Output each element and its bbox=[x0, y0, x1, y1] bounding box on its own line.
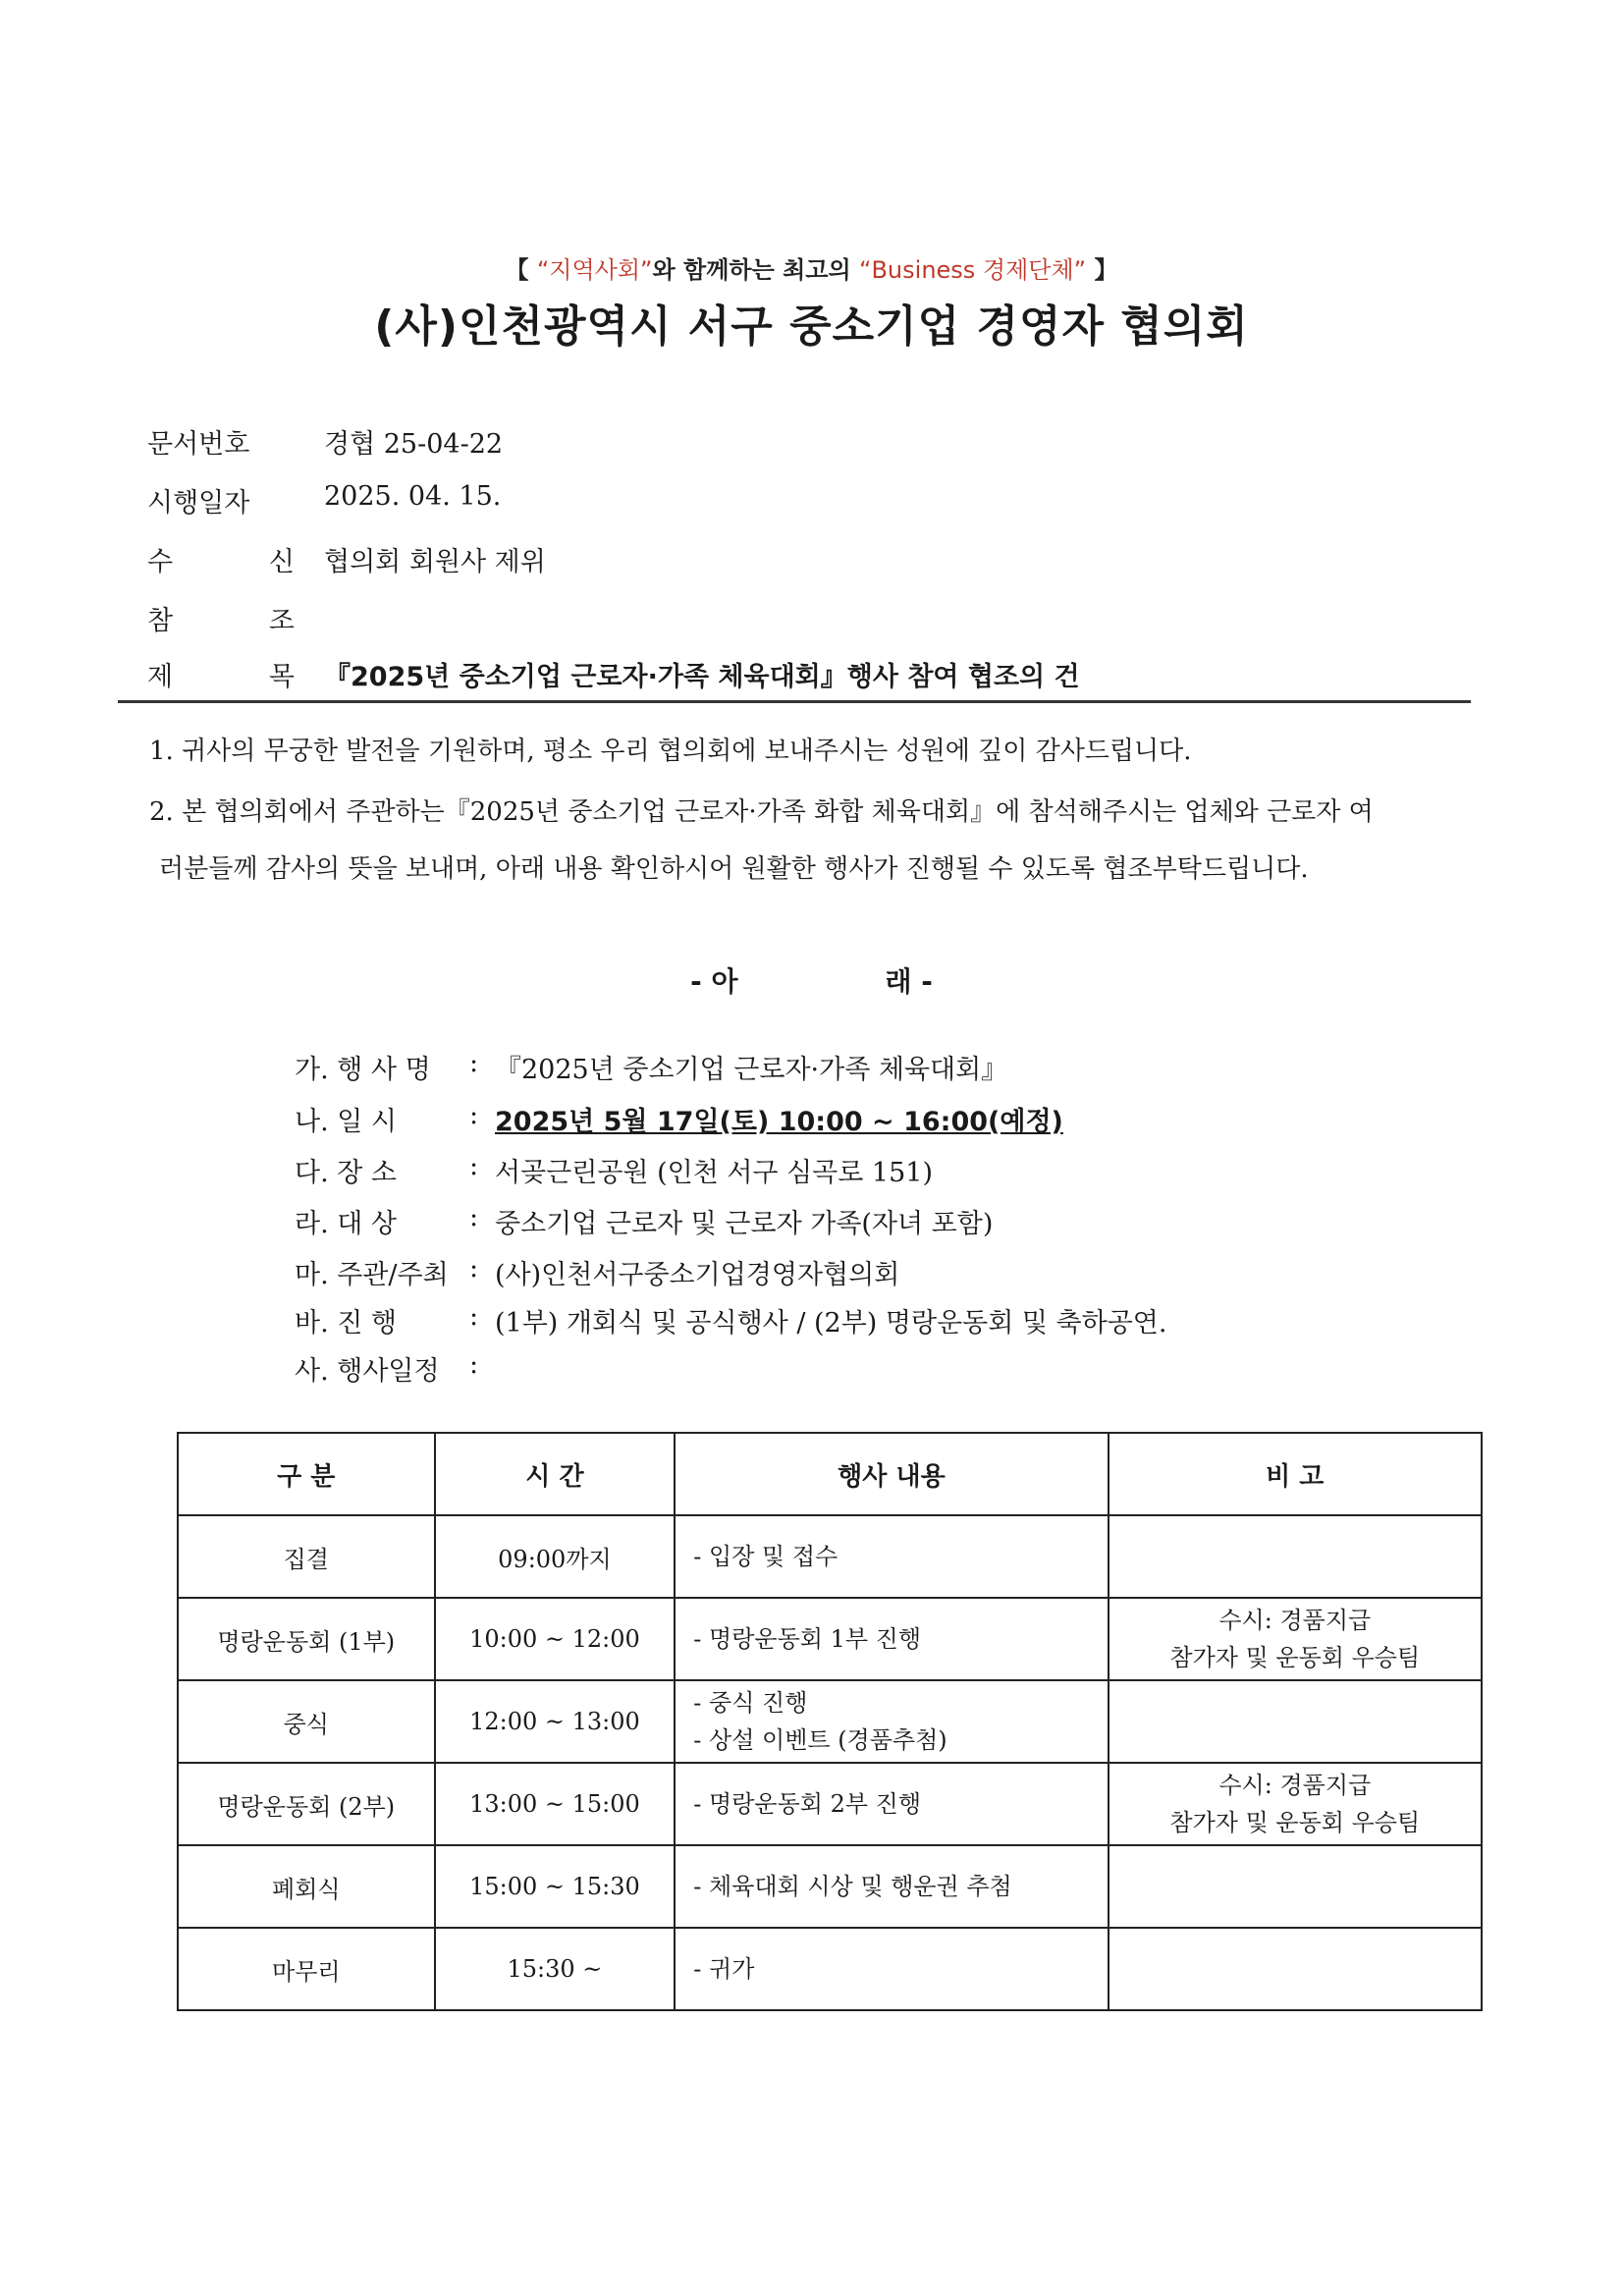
header-divider bbox=[118, 700, 1471, 703]
item-colon: : bbox=[469, 1301, 479, 1332]
note-line: 참가자 및 운동회 우승팀 bbox=[1169, 1644, 1421, 1671]
content-cell bbox=[675, 1598, 1108, 1680]
reference-label bbox=[147, 599, 295, 638]
item-value: 중소기업 근로자 및 근로자 가족(자녀 포함) bbox=[495, 1209, 994, 1239]
content-line: - 명랑운동회 2부 진행 bbox=[693, 1790, 922, 1818]
table-row bbox=[178, 1763, 1482, 1845]
note-cell bbox=[1109, 1845, 1482, 1928]
doc-number-label: 문서번호 bbox=[147, 429, 250, 460]
tagline-middle: 와 함께하는 최고의 bbox=[652, 256, 860, 284]
table-row bbox=[178, 1680, 1482, 1763]
item-label: 사. 행사일정 bbox=[295, 1356, 440, 1387]
division-cell: 명랑운동회 (2부) bbox=[178, 1763, 435, 1845]
table-header-row bbox=[178, 1433, 1482, 1515]
table-row bbox=[178, 1845, 1482, 1928]
reference-label-2: 조 bbox=[268, 606, 295, 636]
division-cell: 폐회식 bbox=[178, 1845, 435, 1928]
content-line: - 입장 및 접수 bbox=[693, 1543, 839, 1570]
subject-row bbox=[147, 655, 1080, 694]
item-organizer bbox=[295, 1253, 899, 1292]
note-line: 참가자 및 운동회 우승팀 bbox=[1169, 1809, 1421, 1836]
time-cell: 09:00까지 bbox=[435, 1515, 676, 1598]
paragraph-1: 1. 귀사의 무궁한 발전을 기원하며, 평소 우리 협의회에 보내주시는 성원에 깊이 감사드립니다. bbox=[149, 737, 1192, 766]
note-line: 수시: 경품지급 bbox=[1218, 1607, 1372, 1634]
item-label: 라. 대 상 bbox=[295, 1209, 397, 1239]
item-event-name bbox=[295, 1048, 1007, 1087]
content-cell bbox=[675, 1928, 1108, 2010]
below-heading-left: - 아 bbox=[690, 965, 738, 998]
content-cell bbox=[675, 1763, 1108, 1845]
tagline-close: 】 bbox=[1086, 256, 1118, 284]
recipient-value: 협의회 회원사 제위 bbox=[324, 547, 546, 577]
item-label: 다. 장 소 bbox=[295, 1158, 397, 1188]
doc-number-value: 경협 25-04-22 bbox=[324, 429, 504, 460]
header-content: 행사 내용 bbox=[675, 1433, 1108, 1515]
time-cell: 12:00 ~ 13:00 bbox=[435, 1680, 676, 1763]
note-cell bbox=[1109, 1515, 1482, 1598]
recipient-row bbox=[147, 540, 546, 579]
item-value: 『2025년 중소기업 근로자·가족 체육대회』 bbox=[495, 1055, 1008, 1085]
tagline-quote-business: “Business 경제단체” bbox=[859, 256, 1087, 284]
date-value: 2025. 04. 15. bbox=[324, 481, 502, 512]
item-schedule bbox=[295, 1349, 495, 1389]
content-line: - 중식 진행 bbox=[693, 1689, 808, 1717]
recipient-label bbox=[147, 540, 295, 579]
note-cell bbox=[1109, 1763, 1482, 1845]
table-row bbox=[178, 1515, 1482, 1598]
division-cell: 중식 bbox=[178, 1680, 435, 1763]
reference-label-1: 참 bbox=[147, 606, 174, 636]
item-label: 가. 행 사 명 bbox=[295, 1055, 431, 1085]
item-label: 마. 주관/주최 bbox=[295, 1260, 449, 1290]
paragraph-2-line-1: 2. 본 협의회에서 주관하는『2025년 중소기업 근로자·가족 화합 체육대회』에 참석해주시는 업체와 근로자 여 bbox=[149, 797, 1374, 827]
organization-title: (사)인천광역시 서구 중소기업 경영자 협의회 bbox=[374, 301, 1249, 352]
paragraph-2-line-2: 러분들께 감사의 뜻을 보내며, 아래 내용 확인하시어 원활한 행사가 진행될 수 있도록 협조부탁드립니다. bbox=[159, 854, 1309, 884]
content-line: - 명랑운동회 1부 진행 bbox=[693, 1625, 922, 1653]
subject-label-1: 제 bbox=[147, 662, 174, 692]
item-colon: : bbox=[469, 1151, 479, 1181]
division-cell: 집결 bbox=[178, 1515, 435, 1598]
content-line: - 체육대회 시상 및 행운권 추첨 bbox=[693, 1873, 1012, 1900]
item-venue bbox=[295, 1151, 933, 1190]
content-cell bbox=[675, 1680, 1108, 1763]
recipient-label-2: 신 bbox=[268, 547, 295, 577]
content-line: - 귀가 bbox=[693, 1955, 755, 1983]
subject-label bbox=[147, 655, 295, 694]
content-cell bbox=[675, 1515, 1108, 1598]
tagline bbox=[0, 250, 1623, 285]
subject-value: 『2025년 중소기업 근로자·가족 체육대회』행사 참여 협조의 건 bbox=[324, 662, 1080, 692]
header-division: 구 분 bbox=[178, 1433, 435, 1515]
time-cell: 10:00 ~ 12:00 bbox=[435, 1598, 676, 1680]
item-value: (1부) 개회식 및 공식행사 / (2부) 명랑운동회 및 축하공연. bbox=[495, 1308, 1167, 1339]
time-cell: 15:00 ~ 15:30 bbox=[435, 1845, 676, 1928]
below-heading bbox=[0, 960, 1623, 1000]
note-cell bbox=[1109, 1680, 1482, 1763]
time-cell: 15:30 ~ bbox=[435, 1928, 676, 2010]
tagline-quote-community: “지역사회” bbox=[536, 256, 653, 284]
item-program bbox=[295, 1301, 1166, 1340]
time-cell: 13:00 ~ 15:00 bbox=[435, 1763, 676, 1845]
reference-row bbox=[147, 599, 295, 638]
tagline-open: 【 bbox=[505, 256, 537, 284]
note-cell bbox=[1109, 1598, 1482, 1680]
subject-label-2: 목 bbox=[268, 662, 295, 692]
schedule-table bbox=[177, 1432, 1483, 2011]
item-value: 서곶근린공원 (인천 서구 심곡로 151) bbox=[495, 1158, 933, 1188]
item-colon: : bbox=[469, 1100, 479, 1130]
item-label: 바. 진 행 bbox=[295, 1308, 397, 1339]
item-colon: : bbox=[469, 1048, 479, 1078]
content-line: - 상설 이벤트 (경품추첨) bbox=[693, 1726, 947, 1754]
item-colon: : bbox=[469, 1202, 479, 1232]
item-date-time bbox=[295, 1100, 1063, 1139]
doc-number-row bbox=[147, 422, 503, 462]
recipient-label-1: 수 bbox=[147, 547, 174, 577]
header-time: 시 간 bbox=[435, 1433, 676, 1515]
item-colon: : bbox=[469, 1253, 479, 1284]
table-row bbox=[178, 1598, 1482, 1680]
item-colon: : bbox=[469, 1349, 479, 1380]
note-line: 수시: 경품지급 bbox=[1218, 1772, 1372, 1799]
header-note: 비 고 bbox=[1109, 1433, 1482, 1515]
date-label: 시행일자 bbox=[147, 488, 250, 519]
item-target bbox=[295, 1202, 993, 1241]
content-cell bbox=[675, 1845, 1108, 1928]
table-row bbox=[178, 1928, 1482, 2010]
below-heading-right: 래 - bbox=[885, 965, 933, 998]
item-value: (사)인천서구중소기업경영자협의회 bbox=[495, 1260, 900, 1290]
item-value: 2025년 5월 17일(토) 10:00 ~ 16:00(예정) bbox=[495, 1107, 1063, 1137]
item-label: 나. 일 시 bbox=[295, 1107, 397, 1137]
note-cell bbox=[1109, 1928, 1482, 2010]
date-row bbox=[147, 481, 501, 520]
division-cell: 마무리 bbox=[178, 1928, 435, 2010]
division-cell: 명랑운동회 (1부) bbox=[178, 1598, 435, 1680]
